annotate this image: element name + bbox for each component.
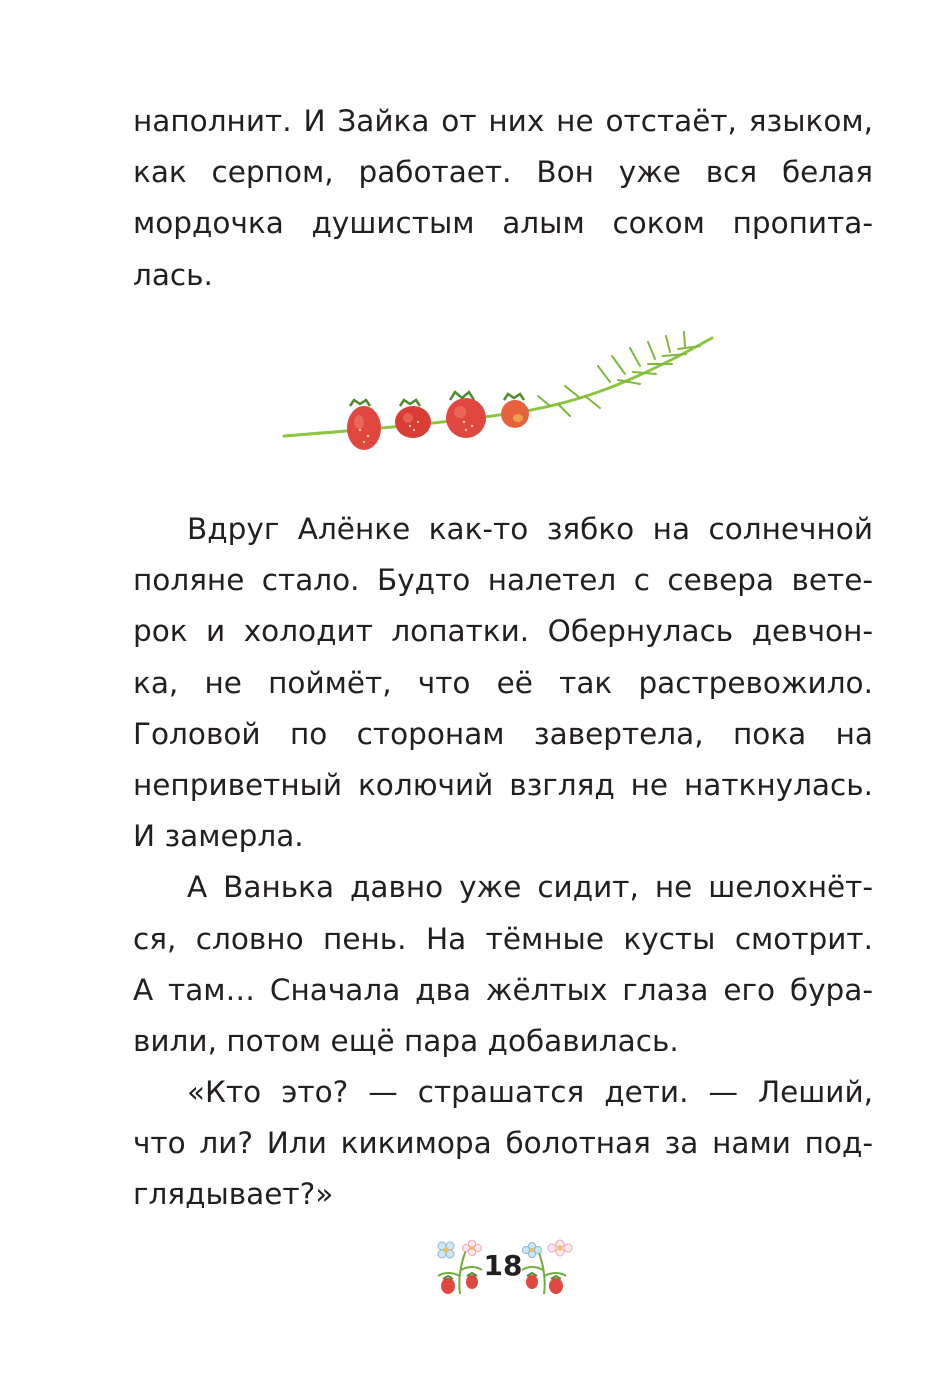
text-line: глядывает?» xyxy=(133,1177,334,1212)
text-line: ка, не поймёт, что её так растревожило. xyxy=(133,665,873,700)
paragraph-top xyxy=(133,96,873,301)
text-line: ся, словно пень. На тёмные кусты смотрит. xyxy=(133,921,873,956)
text-line: наполнит. И Зайка от них не отстаёт, языком, xyxy=(133,104,873,138)
text-line: что ли? Или кикимора болотная за нами под- xyxy=(133,1126,873,1161)
paragraph-main xyxy=(133,504,873,1221)
text-line: как серпом, работает. Вон уже вся белая xyxy=(133,155,873,190)
page-number: 18 xyxy=(483,1249,523,1282)
text-line: вили, потом ещё пара добавилась. xyxy=(133,1023,679,1058)
strawberry-branch-icon xyxy=(280,326,720,466)
text-line: рок и холодит лопатки. Обернулась девчон- xyxy=(133,614,873,649)
text-line: неприветный колючий взгляд не наткнулась. xyxy=(133,767,873,802)
text-line: А Ванька давно уже сидит, не шелохнёт- xyxy=(187,870,873,905)
text-line: А там… Сначала два жёлтых глаза его бура- xyxy=(133,972,873,1007)
flower-strawberry-icon xyxy=(518,1236,576,1296)
text-line: лась. xyxy=(133,257,213,292)
text-line: Вдруг Алёнке как-то зябко на солнечной xyxy=(187,512,873,546)
text-line: И замерла. xyxy=(133,819,304,854)
text-line: Головой по сторонам завертела, пока на xyxy=(133,716,873,751)
page-footer xyxy=(0,1236,945,1300)
text-line: «Кто это? — страшатся дети. — Леший, xyxy=(187,1075,873,1110)
text-line: поляне стало. Будто налетел с севера вете- xyxy=(133,563,873,598)
text-line: мордочка душистым алым соком пропита- xyxy=(133,206,873,241)
